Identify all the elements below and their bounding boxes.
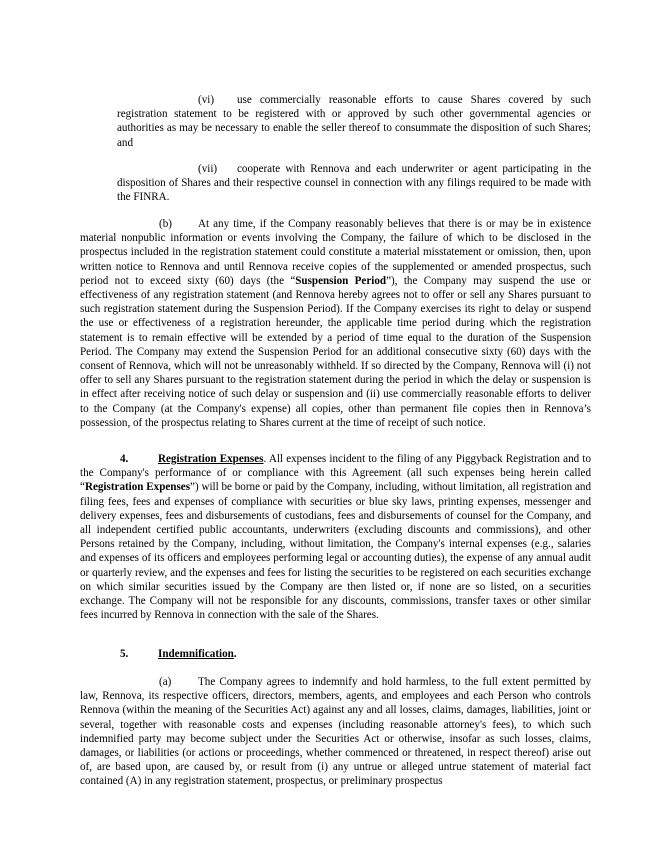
paragraph-b <box>80 217 591 430</box>
clause-vii <box>117 162 591 205</box>
paragraph-5a <box>80 675 591 789</box>
section-4 <box>80 452 591 622</box>
registration-expenses-term: Registration Expenses <box>84 481 191 494</box>
paragraph-b-text-1: At any time, if the Company reasonably believes that there is or may be in existence material nonpublic information or events involving the Company, the failure of which to be disclosed in the prospectus included in the registration statement could constitute a material misstatement or omission, then, upon written notice to Rennova and until Rennova receive copies of the supplemented or amended prospectus, such period not to exceed sixty (60) days (the “ <box>80 218 591 287</box>
section-4-text-1: . All expenses incident to the filing of any Piggyback Registration and to the Company's performance of or compliance with this Agreement (all such expenses being herein called “ <box>80 453 591 494</box>
section-4-text-2: ”) will be borne or paid by the Company, including, without limitation, all registration and filing fees, fees and expenses of compliance with securities or blue sky laws, printing expenses, messenger and delivery expenses, fees and disbursements of custodians, fees and disbursements of counsel for the Company, and all independent certified public accountants, underwriters (excluding discounts and commissions), and other Persons retained by the Company, including, without limitation, the Company's internal expenses (e.g., salaries and expenses of its officers and employees performing legal or accounting duties), the expense of any annual audit or quarterly review, and the expenses and fees for listing the securities to be registered on each securities exchange on which similar securities issued by the Company are then listed or, if none are so listed, on a securities exchange. The Company will not be responsible for any discounts, commissions, transfer taxes or other similar fees incurred by Rennova in connection with the sale of the Shares. <box>80 481 591 622</box>
section-4-heading: Registration Expenses <box>158 453 264 465</box>
section-5-heading-line <box>80 647 591 661</box>
paragraph-5a-number: (a) <box>159 676 172 688</box>
clause-vi-text: use commercially reasonable efforts to cause Shares covered by such registration statement to be registered with or approved by such other governmental agencies or authorities as may be necessary to enable the seller thereof to consummate the disposition of such Shares; and <box>117 94 591 149</box>
section-5-heading: Indemnification <box>158 648 234 660</box>
clause-vi <box>117 93 591 150</box>
paragraph-b-text-2: ”), the Company may suspend the use or effectiveness of any registration statement (and Rennova hereby agrees not to offer or sell any Shares pursuant to such registration statement during the Suspension Period). If the Company exercises its right to delay or suspend the use or effectiveness of a registration hereunder, the applicable time period during which the registration statement is to remain effective will be extended by a period of time equal to the duration of the Suspension Period. The Company may extend the Suspension Period for an additional consecutive sixty (60) days with the consent of Rennova, which will not be unreasonably withheld. If so directed by the Company, Rennova will (i) not offer to sell any Shares pursuant to the registration statement during the period in which the delay or suspension is in effect after receiving notice of such delay or suspension and (ii) use commercially reasonable efforts to deliver to the Company (at the Company's expense) all copies, other than permanent file copies then in Rennova’s possession, of the prospectus relating to Shares current at the time of receipt of such notice. <box>80 274 592 429</box>
paragraph-5a-text: The Company agrees to indemnify and hold harmless, to the full extent permitted by law, Rennova, its respective officers, directors, members, agents, and employees and each Person who controls Rennova (within the meaning of the Securities Act) against any and all losses, claims, damages, liabilities, joint or several, together with reasonable costs and expenses (including reasonable attorney's fees), to which such indemnified party may become subject under the Securities Act or otherwise, insofar as such losses, claims, damages, or liabilities (or actions or proceedings, whether commenced or threatened, in respect thereof) arise out of, are based upon, are caused by, or result from (i) any untrue or alleged untrue statement of material fact contained (A) in any registration statement, prospectus, or preliminary prospectus <box>80 676 591 788</box>
clause-vi-number: (vi) <box>198 94 215 106</box>
section-4-number: 4. <box>120 453 129 465</box>
section-5-heading-suffix: . <box>233 648 237 660</box>
suspension-period-term: Suspension Period <box>295 274 387 287</box>
paragraph-b-number: (b) <box>159 218 172 230</box>
section-5-number: 5. <box>120 648 129 660</box>
clause-vii-number: (vii) <box>198 163 218 175</box>
clause-vii-text: cooperate with Rennova and each underwriter or agent participating in the disposition of Shares and their respective counsel in connection with any filings required to be made with the FINRA. <box>117 163 591 204</box>
